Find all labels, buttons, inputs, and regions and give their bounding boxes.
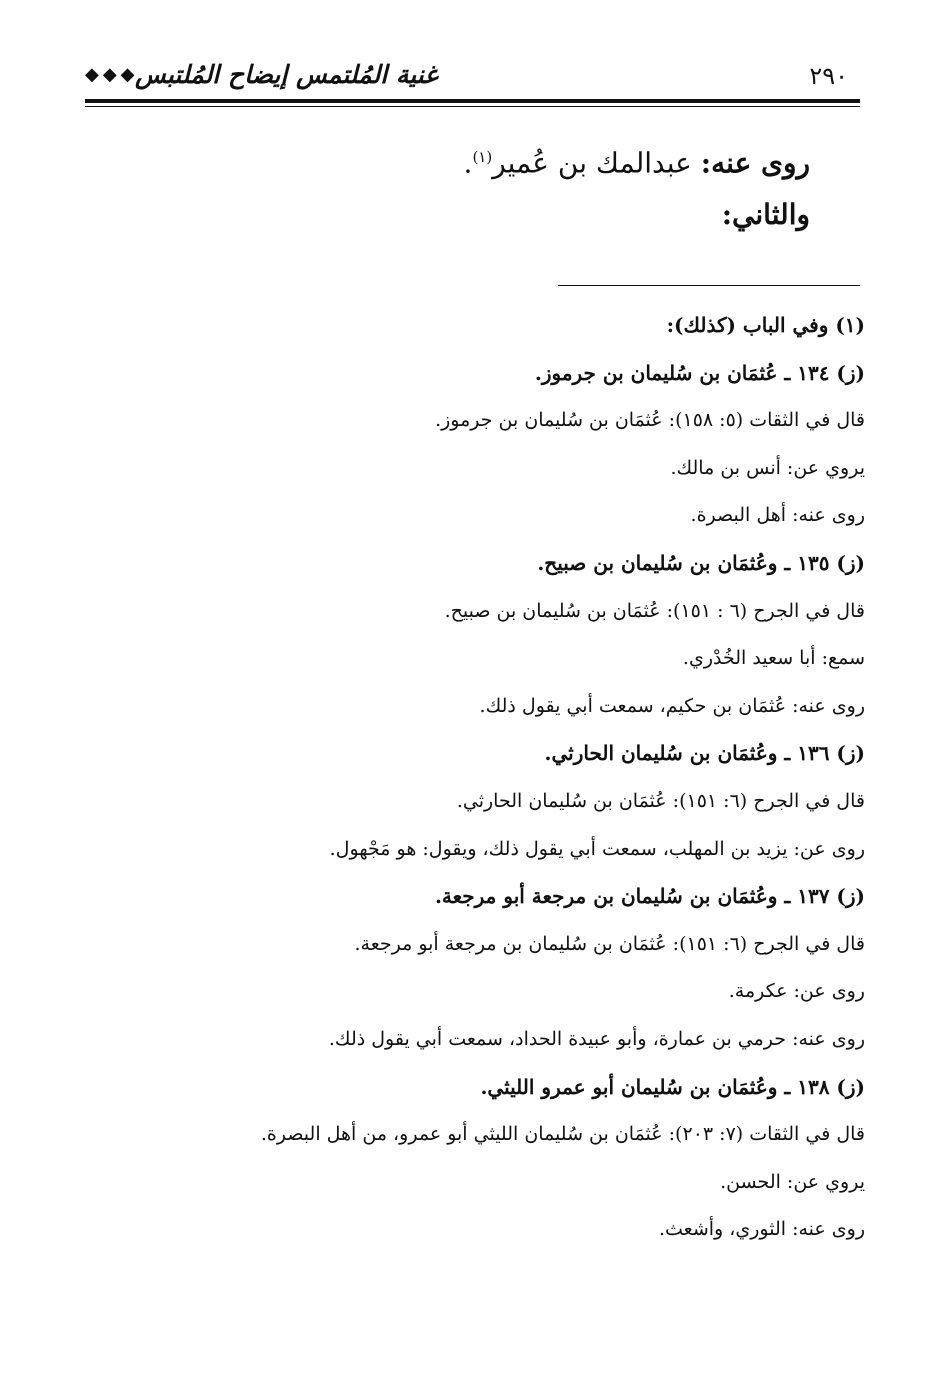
footnote-entry-heading: (ز) ١٣٦ ـ وعُثمَان بن سُليمان الحارثي. [544,741,865,766]
diamond-ornament-icon: ◆◆◆ [85,64,139,85]
main-line-text: عبدالمك بن عُمير [492,146,701,180]
footnote-entry-heading: (ز) ١٣٥ ـ وعُثمَان بن سُليمان بن صبيح. [537,550,865,575]
header-rule-thin [85,106,860,107]
footnote-entry-heading: (ز) ١٣٤ ـ عُثمَان بن سُليمان بن جرموز. [534,360,865,385]
main-line-label: روى عنه: [700,146,810,180]
footnote-entry-heading: (١) وفي الباب (كذلك): [666,313,865,337]
main-line-label: والثاني: [721,198,810,231]
footnote-line: سمع: أبا سعيد الخُدْري. [682,647,865,670]
footnote-line: روى عنه: عُثمَان بن حكيم، سمعت أبي يقول ذلك. [479,694,865,717]
page-header [85,58,860,98]
main-text [130,128,810,244]
main-line-end: . [463,146,473,180]
footnote-line: روى عنه: حرمي بن عمارة، وأبو عبيدة الحداد، سمعت أبي يقول ذلك. [328,1027,865,1050]
footnote-entry-heading: (ز) ١٣٧ ـ وعُثمَان بن سُليمان بن مرجعة أبو مرجعة. [434,884,865,909]
footnote-line: روى عن: يزيد بن المهلب، سمعت أبي يقول ذلك، ويقول: هو مَجْهول. [329,837,865,860]
footnotes [165,302,865,1254]
header-rule-thick [85,99,860,103]
footnote-line: يروي عن: أنس بن مالك. [670,456,865,479]
main-line [130,128,810,186]
footnote-entry-heading: (ز) ١٣٨ ـ وعُثمَان بن سُليمان أبو عمرو الليثي. [480,1074,865,1099]
footnote-line: قال في الجرح (٦: ١٥١): عُثمَان بن سُليمان بن مرجعة أبو مرجعة. [354,932,865,955]
footnote-line: قال في الجرح (٦: ١٥١): عُثمَان بن سُليمان الحارثي. [456,789,865,812]
footnote-line: قال في الثقات (٧: ٢٠٣): عُثمَان بن سُليمان الليثي أبو عمرو، من أهل البصرة. [260,1123,865,1146]
footnote-reference: (١) [472,148,493,166]
main-line [130,186,810,244]
footnote-line: روى عنه: أهل البصرة. [690,504,865,527]
footnote-line: يروي عن: الحسن. [720,1170,865,1193]
footnote-line: روى عن: عكرمة. [728,980,865,1003]
footnote-line: قال في الجرح (٦ : ١٥١): عُثمَان بن سُليمان بن صبيح. [444,599,865,622]
footnote-line: روى عنه: الثوري، وأشعث. [658,1218,865,1241]
page-number: ٢٩٠ [809,62,848,90]
footnote-line: قال في الثقات (٥: ١٥٨): عُثمَان بن سُليمان بن جرموز. [435,409,865,432]
footnote-separator [558,285,860,286]
running-title: غنية المُلتمس إيضاح المُلتبس [135,60,438,89]
